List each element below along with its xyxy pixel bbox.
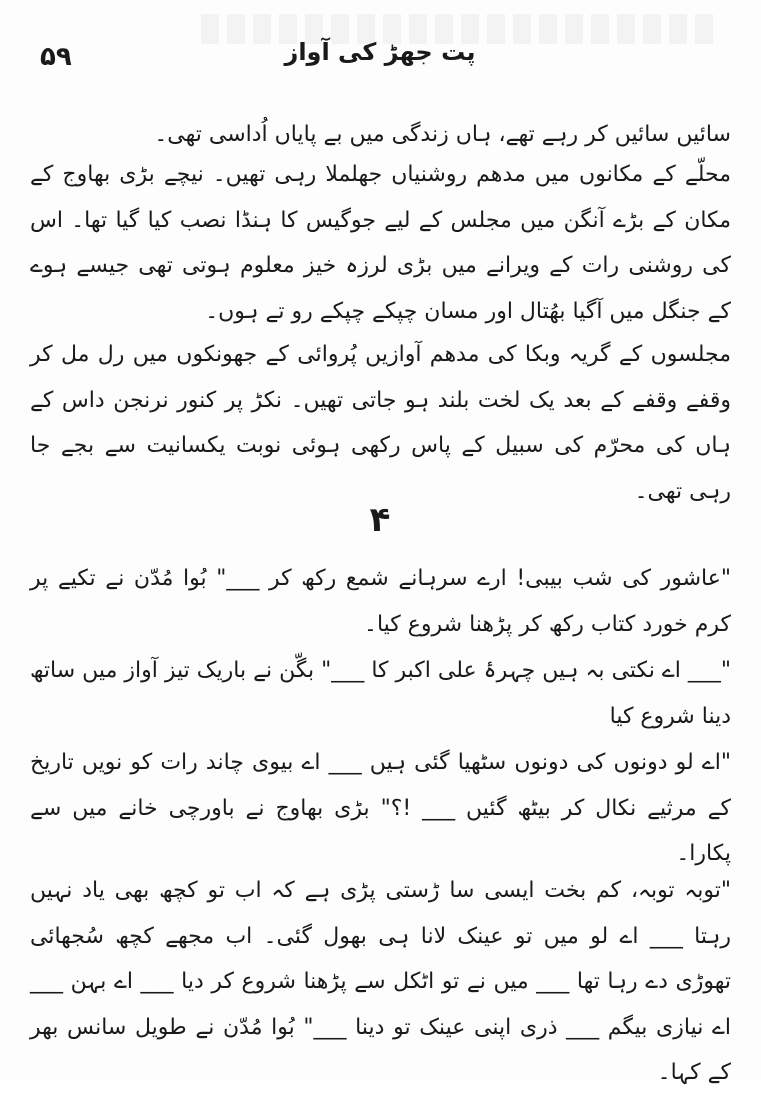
paragraph-text: سائیں سائیں کر رہے تھے، ہاں زندگی میں بے پایاں اُداسی تھی۔ xyxy=(154,122,731,147)
paragraph-text: "توبہ توبہ، کم بخت ایسی سا ڑستی پڑی ہے کہ اب تو کچھ بھی یاد نہیں رہتا ___ اے لو میں تو عینک لانا ہی بھول گئی۔ اب مجھے کچھ سُجھائی تھوڑی دے رہا تھا ___ میں نے تو اٹکل سے پڑھنا شروع کر دیا ___ اے بہن ___ اے نیازی بیگم ___ ذری اپنی عینک تو دینا ___" بُوا مُدّن نے طویل سانس بھر کے کہا۔ xyxy=(30,878,731,1085)
paragraph xyxy=(30,332,731,514)
paragraph-text: "___ اے نکتی بہ ہیں چہرۂ علی اکبر کا ___" بگّن نے باریک تیز آواز میں ساتھ دینا شروع کیا xyxy=(30,658,731,729)
paragraph-text: مجلسوں کے گریہ وبکا کی مدھم آوازیں پُروائی کے جھونکوں میں رل مل کر وقفے وقفے کے بعد یک لخت بلند ہو جاتی تھیں۔ نکڑ پر کنور نرنجن داس کے ہاں کی محرّم کی سبیل کے پاس رکھی ہوئی نوبت یکسانیت سے بجے جا رہی تھی۔ xyxy=(30,342,731,504)
dialogue-paragraph xyxy=(30,556,731,647)
paragraph xyxy=(30,152,731,334)
paragraph-text: "اے لو دونوں کی دونوں سٹھیا گئی ہیں ___ اے بیوی چاند رات کو نویں تاریخ کے مرثیے نکال کر بیٹھ گئیں ___ !؟" بڑی بھاوج نے باورچی خانے میں سے پکارا۔ xyxy=(30,750,731,866)
paragraph-text: "عاشور کی شب بیبی! ارے سرہانے شمع رکھ کر ___" بُوا مُدّن نے تکیے پر کرم خورد کتاب رکھ کر پڑھنا شروع کیا۔ xyxy=(30,566,731,637)
dialogue-paragraph xyxy=(30,648,731,739)
running-title: پت جھڑ کی آواز xyxy=(284,38,476,66)
paragraph-text: محلّے کے مکانوں میں مدھم روشنیاں جھلملا رہی تھیں۔ نیچے بڑی بھاوج کے مکان کے بڑے آنگن میں مجلس کے لیے جوگیس کا ہنڈا نصب کیا گیا تھا۔ اس کی روشنی رات کے ویرانے میں بڑی لرزہ خیز معلوم ہوتی تھی جیسے ہوے کے جنگل میں آگیا بھُتال اور مسان چپکے چپکے رو تے ہوں۔ xyxy=(30,162,731,324)
section-number: ۴ xyxy=(369,500,391,540)
dialogue-paragraph xyxy=(30,740,731,877)
paragraph xyxy=(30,112,731,158)
dialogue-paragraph xyxy=(30,868,731,1096)
page-number: ۵۹ xyxy=(40,42,72,72)
